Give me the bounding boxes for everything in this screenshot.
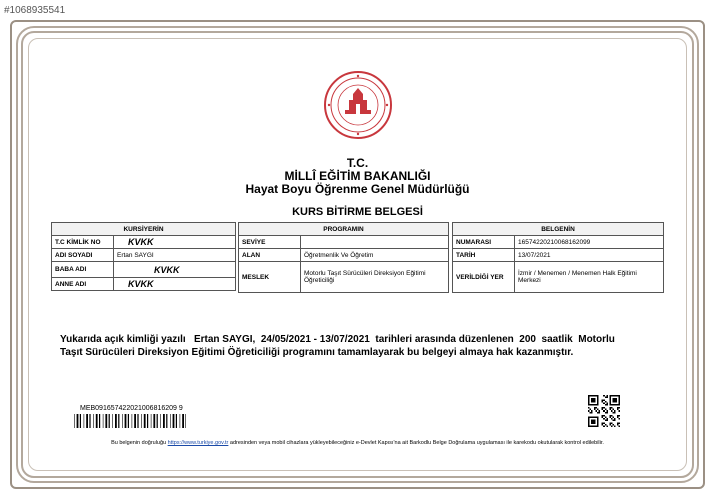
qr-module <box>618 425 620 427</box>
qr-module <box>606 425 608 427</box>
qr-module <box>618 422 620 424</box>
tc-value: KVKK <box>114 236 236 249</box>
qr-module <box>611 425 613 427</box>
qr-module <box>605 409 607 411</box>
qr-module <box>618 410 620 412</box>
qr-module <box>602 407 604 409</box>
qr-module <box>617 415 619 417</box>
barcode-bar <box>176 414 177 428</box>
barcode-number: MEB091657422021006816209 9 <box>80 405 183 412</box>
barcode-bar <box>163 414 165 428</box>
barcode-bar <box>115 414 117 428</box>
footer-text-before: Bu belgenin doğruluğu <box>111 440 168 446</box>
qr-module <box>603 415 605 417</box>
qr-module <box>612 398 617 403</box>
qr-module <box>609 416 611 418</box>
certificate-statement <box>60 333 660 359</box>
qr-module <box>606 404 608 406</box>
qr-module <box>603 407 605 409</box>
qr-module <box>606 410 608 412</box>
qr-module <box>617 416 619 418</box>
barcode-bar <box>125 414 127 428</box>
qr-module <box>602 401 604 403</box>
qr-module <box>611 415 613 417</box>
qr-module <box>606 397 608 399</box>
qr-module <box>617 409 619 411</box>
barcode-bar <box>157 414 158 428</box>
qr-module <box>591 398 596 403</box>
qr-module <box>602 415 604 417</box>
qr-module <box>594 409 596 411</box>
qr-module <box>603 395 605 397</box>
barcode-bar <box>112 414 113 428</box>
qr-module <box>602 422 604 424</box>
qr-module <box>588 410 590 412</box>
barcode-bar <box>153 414 155 428</box>
footer-text-after: adresinden veya mobil cihazlara yükleyebileceğiniz e-Devlet Kapısı'na ait Barkodlu Belge Doğrulama uygulaması ile karekodu okutularak kontrol edilebilir. <box>228 440 604 446</box>
occupation-label: MESLEK <box>239 262 301 293</box>
barcode-icon <box>74 414 186 428</box>
barcode-bar <box>166 414 167 428</box>
qr-module <box>599 410 601 412</box>
qr-module <box>618 407 620 409</box>
barcode-bar <box>137 414 138 428</box>
qr-module <box>614 425 616 427</box>
qr-module <box>596 407 598 409</box>
qr-module <box>590 409 592 411</box>
barcode-bar <box>134 414 136 428</box>
date-value: 13/07/2021 <box>515 249 664 262</box>
heading-department: Hayat Boyu Öğrenme Genel Müdürlüğü <box>245 182 470 196</box>
field-value: Öğretmenlik Ve Öğretim <box>301 249 449 262</box>
qr-module <box>614 410 616 412</box>
barcode-bar <box>77 414 79 428</box>
qr-module <box>614 418 616 420</box>
qr-module <box>614 419 616 421</box>
level-label: SEVİYE <box>239 236 301 249</box>
qr-module <box>594 407 596 409</box>
barcode-bar <box>99 414 100 428</box>
heading-tc: T.C. <box>346 156 369 170</box>
qr-module <box>606 395 608 397</box>
qr-module <box>614 412 616 414</box>
barcode-bar <box>180 414 181 428</box>
qr-module <box>605 412 607 414</box>
program-section-title: PROGRAMIN <box>239 223 449 236</box>
qr-module <box>606 418 608 420</box>
qr-module <box>612 409 614 411</box>
barcode-bar <box>96 414 98 428</box>
level-value <box>301 236 449 249</box>
barcode-bar <box>80 414 81 428</box>
barcode-bar <box>105 414 107 428</box>
document-title: KURS BİTİRME BELGESİ <box>292 206 423 218</box>
barcode-bar <box>122 414 123 428</box>
name-value: Ertan SAYGI <box>114 249 236 262</box>
qr-module <box>617 407 619 409</box>
barcode-bar <box>170 414 171 428</box>
meb-seal-icon <box>323 70 393 140</box>
qr-module <box>599 412 601 414</box>
qr-module <box>609 409 611 411</box>
barcode-bar <box>118 414 119 428</box>
qr-code-icon <box>588 395 620 427</box>
qr-module <box>596 410 598 412</box>
qr-module <box>602 409 604 411</box>
qr-module <box>617 422 619 424</box>
barcode-bar <box>182 414 184 428</box>
mother-label: ANNE ADI <box>52 278 114 291</box>
qr-module <box>611 407 613 409</box>
barcode-bar <box>185 414 186 428</box>
barcode-bar <box>89 414 90 428</box>
qr-module <box>605 397 607 399</box>
barcode-bar <box>132 414 133 428</box>
qr-module <box>617 424 619 426</box>
qr-module <box>606 403 608 405</box>
barcode-bar <box>144 414 146 428</box>
barcode-bar <box>147 414 148 428</box>
verification-footer <box>0 440 715 446</box>
qr-module <box>597 412 599 414</box>
qr-module <box>603 418 605 420</box>
trainee-section-title: KURSİYERİN <box>52 223 236 236</box>
barcode-bar <box>151 414 152 428</box>
date-label: TARİH <box>453 249 515 262</box>
qr-module <box>588 407 590 409</box>
qr-module <box>618 418 620 420</box>
place-label: VERİLDİĞİ YER <box>453 262 515 293</box>
qr-module <box>618 415 620 417</box>
tc-label: T.C KİMLİK NO <box>52 236 114 249</box>
barcode-bar <box>86 414 88 428</box>
qr-module <box>602 424 604 426</box>
barcode-bar <box>74 414 75 428</box>
barcode-bar <box>109 414 110 428</box>
mother-value: KVKK <box>114 278 236 291</box>
qr-module <box>603 400 605 402</box>
qr-module <box>612 424 614 426</box>
qr-module <box>612 419 614 421</box>
qr-module <box>606 412 608 414</box>
qr-module <box>602 416 604 418</box>
qr-module <box>611 410 613 412</box>
qr-module <box>612 416 614 418</box>
number-label: NUMARASI <box>453 236 515 249</box>
trainee-table <box>51 222 236 291</box>
qr-module <box>605 419 607 421</box>
qr-module <box>605 404 607 406</box>
statement-line-1: Yukarıda açık kimliği yazılı Ertan SAYGI, 24/05/2021 - 13/07/2021 tarihleri arasında düzenlenen 200 saatlik Motorlu <box>60 334 615 345</box>
qr-module <box>609 415 611 417</box>
place-value: İzmir / Menemen / Menemen Halk Eğitimi Merkezi <box>515 262 664 293</box>
listing-id: #1068935541 <box>4 5 66 16</box>
qr-module <box>611 422 613 424</box>
barcode-bar <box>84 414 85 428</box>
qr-module <box>605 401 607 403</box>
verification-link[interactable]: https://www.turkiye.gov.tr <box>167 440 229 446</box>
qr-module <box>590 412 592 414</box>
qr-module <box>603 410 605 412</box>
qr-module <box>609 407 611 409</box>
barcode-bar <box>141 414 142 428</box>
qr-module <box>603 422 605 424</box>
qr-module <box>602 400 604 402</box>
qr-module <box>609 422 611 424</box>
number-value: 16574220210068162099 <box>515 236 664 249</box>
barcode-bar <box>160 414 161 428</box>
qr-module <box>603 425 605 427</box>
father-label: BABA ADI <box>52 262 114 278</box>
certificate-table <box>452 222 664 293</box>
qr-module <box>591 419 596 424</box>
qr-module <box>609 424 611 426</box>
qr-module <box>605 424 607 426</box>
qr-module <box>612 412 614 414</box>
statement-line-2: Taşıt Sürücüleri Direksiyon Eğitimi Öğreticiliği programını tamamlayarak bu belgeyi almaya hak kazanmıştır. <box>60 347 574 358</box>
qr-module <box>611 418 613 420</box>
qr-module <box>606 419 608 421</box>
qr-module <box>591 410 593 412</box>
qr-module <box>603 403 605 405</box>
occupation-value: Motorlu Taşıt Sürücüleri Direksiyon Eğitimi Öğreticiliği <box>301 262 449 293</box>
qr-module <box>605 416 607 418</box>
name-label: ADI SOYADI <box>52 249 114 262</box>
program-table <box>238 222 449 293</box>
qr-module <box>597 409 599 411</box>
qr-module <box>591 412 593 414</box>
certificate-section-title: BELGENİN <box>453 223 664 236</box>
barcode-bar <box>93 414 94 428</box>
heading-ministry: MİLLÎ EĞİTİM BAKANLIĞI <box>284 169 431 183</box>
barcode-bar <box>173 414 175 428</box>
field-label: ALAN <box>239 249 301 262</box>
father-value: KVKK <box>114 262 236 278</box>
barcode-bar <box>103 414 104 428</box>
barcode-bar <box>128 414 129 428</box>
